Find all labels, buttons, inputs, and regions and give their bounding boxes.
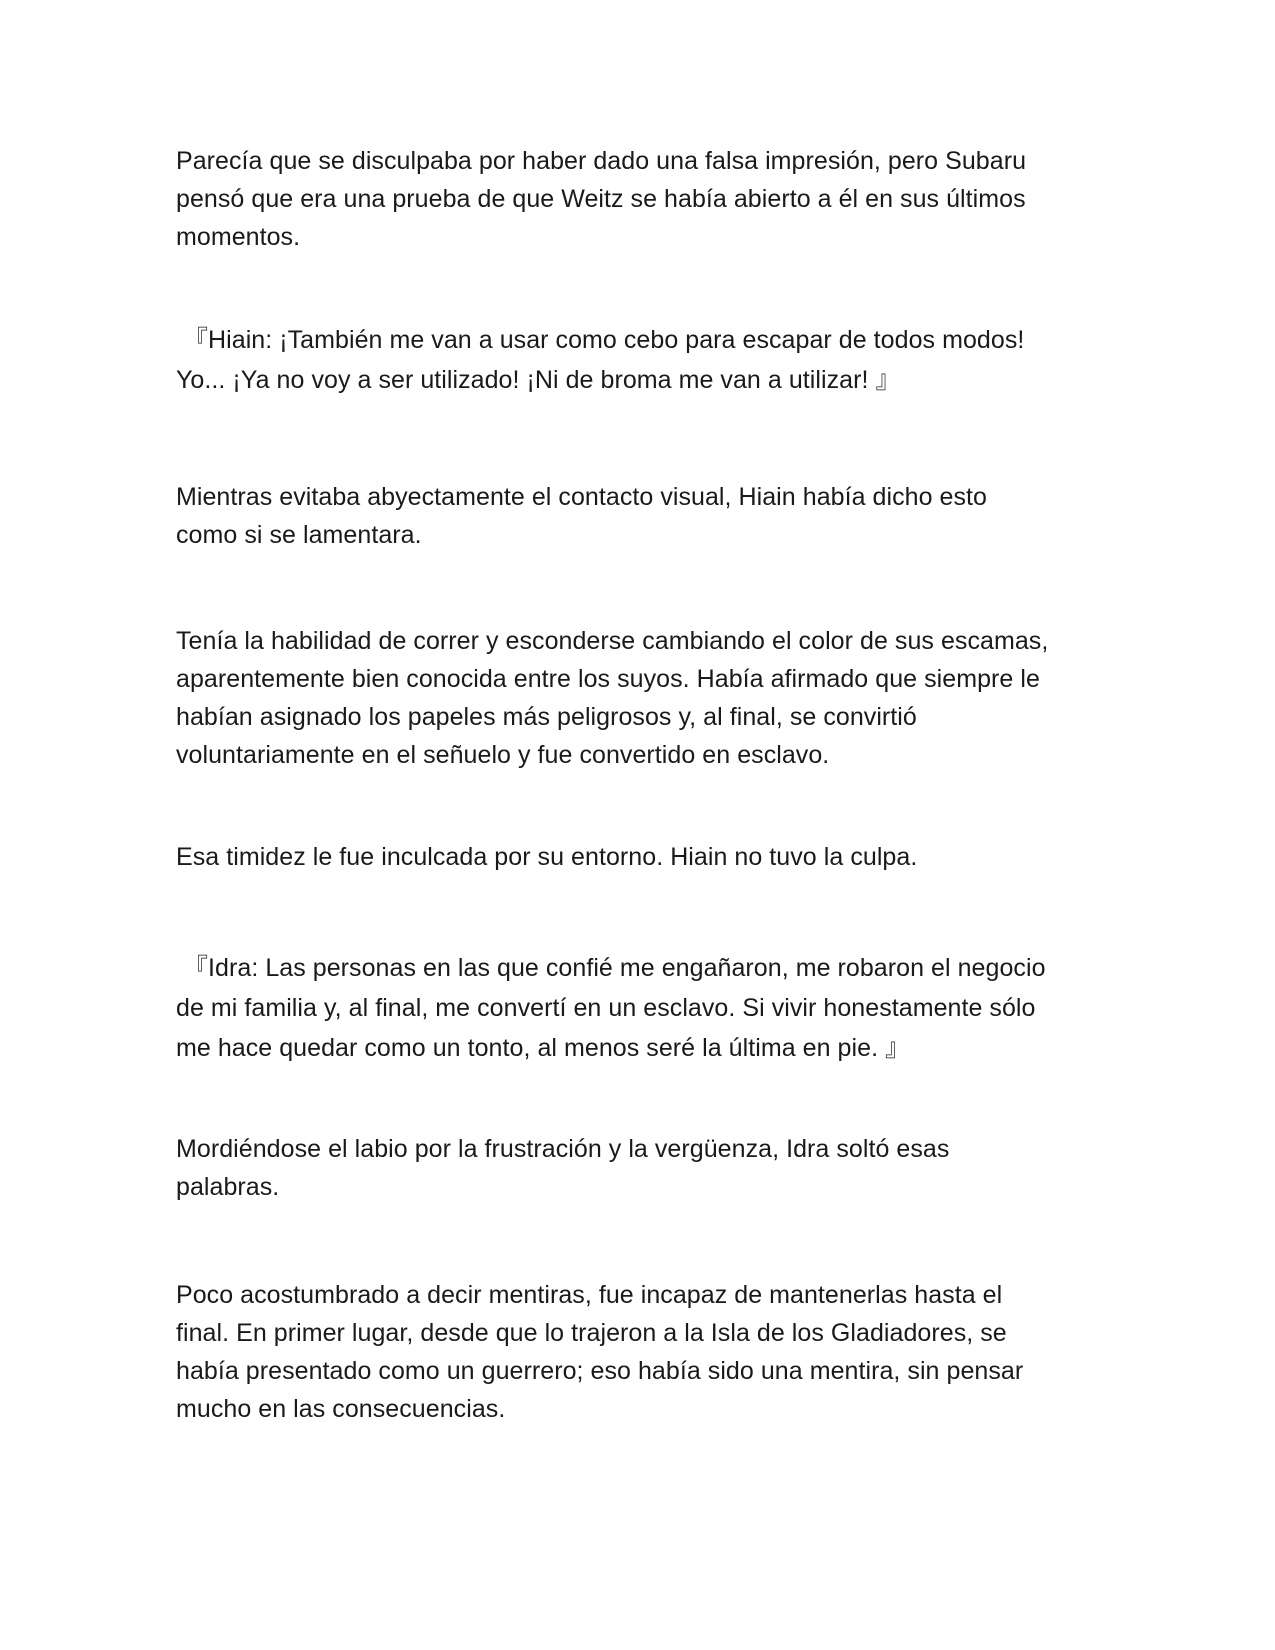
paragraph-2-dialogue [176, 320, 1106, 400]
text-line: había presentado como un guerrero; eso había sido una mentira, sin pensar [176, 1357, 1024, 1385]
text-line: aparentemente bien conocida entre los suyos. Había afirmado que siempre le [176, 665, 1040, 693]
text-line: 『Idra: Las personas en las que confié me engañaron, me robaron el negocio [176, 954, 1046, 982]
paragraph-3 [176, 478, 1106, 554]
paragraph-7 [176, 1130, 1106, 1206]
text-line: habían asignado los papeles más peligrosos y, al final, se convirtió [176, 703, 917, 731]
text-line: Parecía que se disculpaba por haber dado una falsa impresión, pero Subaru [176, 147, 1027, 175]
paragraph-8 [176, 1276, 1106, 1428]
text-line: Poco acostumbrado a decir mentiras, fue incapaz de mantenerlas hasta el [176, 1281, 1003, 1309]
text-line: mucho en las consecuencias. [176, 1395, 506, 1423]
paragraph-4 [176, 622, 1106, 774]
paragraph-6-dialogue [176, 948, 1106, 1068]
text-line: final. En primer lugar, desde que lo trajeron a la Isla de los Gladiadores, se [176, 1319, 1007, 1347]
text-line: momentos. [176, 223, 301, 251]
text-line: como si se lamentara. [176, 521, 422, 549]
text-line: 『Hiain: ¡También me van a usar como cebo para escapar de todos modos! [176, 326, 1025, 354]
text-line: Mientras evitaba abyectamente el contacto visual, Hiain había dicho esto [176, 483, 988, 511]
text-line: Esa timidez le fue inculcada por su entorno. Hiain no tuvo la culpa. [176, 843, 918, 871]
paragraph-5 [176, 838, 1106, 876]
text-line: Mordiéndose el labio por la frustración y la vergüenza, Idra soltó esas [176, 1135, 950, 1163]
paragraph-1 [176, 142, 1106, 256]
text-line: Tenía la habilidad de correr y esconderse cambiando el color de sus escamas, [176, 627, 1049, 655]
text-line: voluntariamente en el señuelo y fue convertido en esclavo. [176, 741, 830, 769]
text-line: pensó que era una prueba de que Weitz se había abierto a él en sus últimos [176, 185, 1026, 213]
text-line: Yo... ¡Ya no voy a ser utilizado! ¡Ni de broma me van a utilizar! 』 [176, 366, 901, 394]
text-line: palabras. [176, 1173, 280, 1201]
text-line: de mi familia y, al final, me convertí en un esclavo. Si vivir honestamente sólo [176, 994, 1036, 1022]
text-line: me hace quedar como un tonto, al menos seré la última en pie. 』 [176, 1034, 911, 1062]
